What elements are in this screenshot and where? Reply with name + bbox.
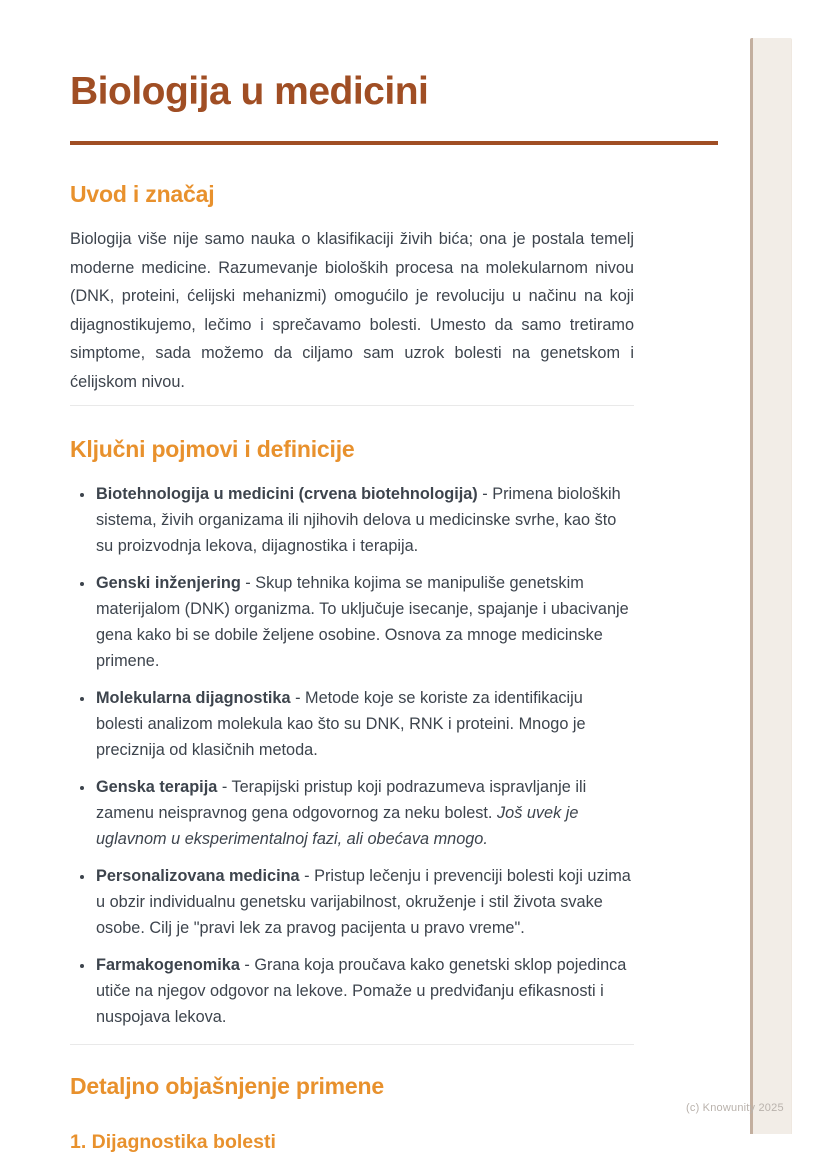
term-separator: - xyxy=(304,866,315,885)
section-heading-applications: Detaljno objašnjenje primene xyxy=(70,1072,384,1099)
document-content xyxy=(70,0,718,1155)
term-label: Personalizovana medicina xyxy=(96,866,300,885)
term-separator: - xyxy=(221,777,232,796)
term-separator: - xyxy=(244,955,255,974)
term-label: Farmakogenomika xyxy=(96,955,240,974)
page-title: Biologija u medicini xyxy=(70,70,429,113)
term-label: Molekularna dijagnostika xyxy=(96,688,291,707)
term-definition: Terapijski pristup koji podrazumeva ispravljanje ili zamenu neispravnog gena odgovornog za neku bolest. xyxy=(96,777,587,822)
term-definition: Pristup lečenju i prevenciji bolesti koji uzima u obzir individualnu genetsku varijabilnost, okruženje i stil života svake osobe. Cilj je "pravi lek za pravog pacijenta u pravo vreme". xyxy=(96,866,631,937)
watermark: (c) Knowunity 2025 xyxy=(686,1102,784,1114)
title-rule xyxy=(70,141,718,145)
list-item xyxy=(95,570,634,674)
section-divider xyxy=(70,405,634,406)
text-column xyxy=(70,181,634,1155)
term-separator: - xyxy=(482,484,493,503)
intro-paragraph: Biologija više nije samo nauka o klasifikaciji živih bića; ona je postala temelj moderne medicine. Razumevanje bioloških procesa na molekularnom nivou (DNK, proteini, ćelijski mehanizmi) omogućilo je revoluciju u načinu na koji dijagnostikujemo, lečimo i sprečavamo bolesti. Umesto da samo tretiramo simptome, sada možemo da ciljamo sam uzrok bolesti na genetskom i ćelijskom nivou. xyxy=(70,230,634,391)
section-heading-intro: Uvod i značaj xyxy=(70,180,215,207)
page-edge-strip xyxy=(750,38,792,1134)
list-item xyxy=(95,481,634,559)
term-label: Biotehnologija u medicini (crvena biotehnologija) xyxy=(96,484,478,503)
term-note: Još uvek je uglavnom u eksperimentalnoj fazi, ali obećava mnogo. xyxy=(96,803,579,848)
term-label: Genska terapija xyxy=(96,777,218,796)
term-definition: Grana koja proučava kako genetski sklop pojedinca utiče na njegov odgovor na lekove. Pomaže u predviđanju efikasnosti i nuspojava lekova. xyxy=(96,955,627,1026)
list-item xyxy=(95,685,634,763)
term-definition: Metode koje se koriste za identifikaciju bolesti analizom molekula kao što su DNK, RNK i proteini. Mnogo je preciznija od klasičnih metoda. xyxy=(96,688,586,759)
list-item xyxy=(95,863,634,941)
term-definition: Primena bioloških sistema, živih organizama ili njihovih delova u medicinske svrhe, kao što su proizvodnja lekova, dijagnostika i terapija. xyxy=(96,484,621,555)
definitions-list xyxy=(70,481,634,1030)
section-divider xyxy=(70,1044,634,1045)
list-item xyxy=(95,952,634,1030)
list-item xyxy=(95,774,634,852)
term-separator: - xyxy=(245,573,256,592)
section-heading-terms: Ključni pojmovi i definicije xyxy=(70,436,355,463)
term-label: Genski inženjering xyxy=(96,573,241,592)
term-definition: Skup tehnika kojima se manipuliše genetskim materijalom (DNK) organizma. To uključuje isecanje, spajanje i ubacivanje gena kako bi se dobile željene osobine. Osnova za mnoge medicinske primene. xyxy=(96,573,629,670)
term-separator: - xyxy=(295,688,306,707)
subsection-heading-diagnostics: 1. Dijagnostika bolesti xyxy=(70,1131,276,1154)
